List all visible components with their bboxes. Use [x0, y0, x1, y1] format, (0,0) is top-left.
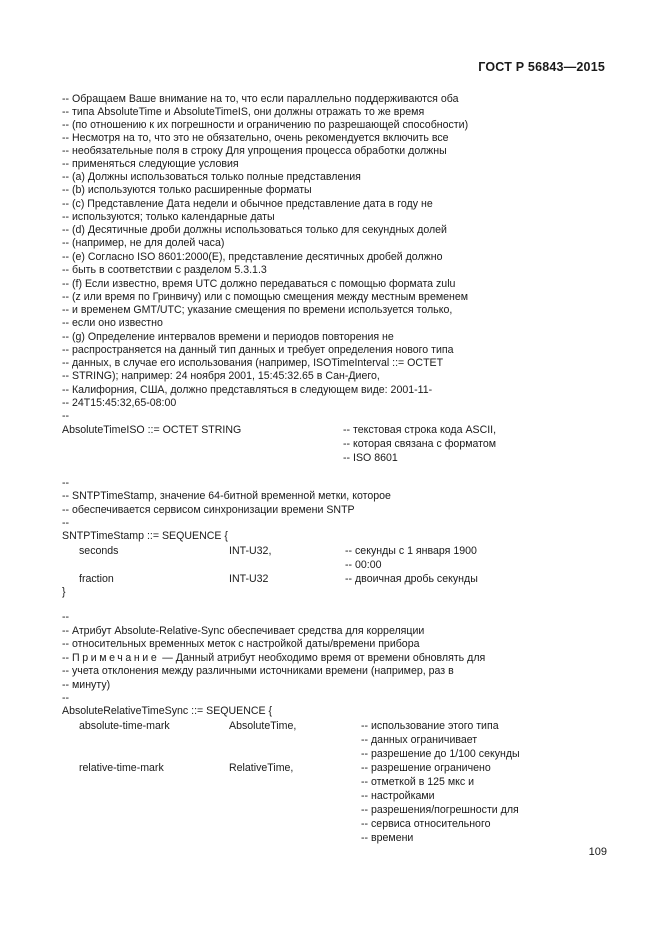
iso-type-definition: AbsoluteTimeISO ::= OCTET STRING — [62, 424, 242, 436]
comment-line: -- Атрибут Absolute-Relative-Sync обеспечивает средства для корреляции — [62, 625, 425, 637]
comment-line: -- (z или время по Гринвичу) или с помощью смещения между местным временем — [62, 291, 469, 303]
comment-line: -- (a) Должны использоваться только полные представления — [62, 171, 361, 183]
note-text: — Данный атрибут необходимо время от времени обновлять для — [159, 652, 486, 664]
field-comment: -- разрешение до 1/100 секунды — [361, 748, 520, 760]
comment-line: -- (b) используются только расширенные форматы — [62, 184, 312, 196]
field-type: INT-U32, — [229, 545, 272, 557]
field-comment: -- секунды с 1 января 1900 — [345, 545, 477, 557]
comment-line: -- распространяется на данный тип данных и требует определения нового типа — [62, 344, 454, 356]
field-comment: -- отметкой в 125 мкс и — [361, 776, 475, 788]
iso-comment: -- текстовая строка кода ASCII, — [343, 424, 497, 436]
sync-struct-open: AbsoluteRelativeTimeSync ::= SEQUENCE { — [62, 705, 273, 717]
field-name: seconds — [79, 545, 119, 557]
comment-line: -- SNTPTimeStamp, значение 64-битной временной метки, которое — [62, 490, 391, 502]
field-type: INT-U32 — [229, 573, 269, 585]
page-number: 109 — [588, 846, 607, 858]
comment-line: -- необязательные поля в строку Для упрощения процесса обработки должны — [62, 145, 447, 157]
comment-line: -- (e) Согласно ISO 8601:2000(E), представление десятичных дробей должно — [62, 251, 443, 263]
field-comment: -- настройками — [361, 790, 435, 802]
comment-line: -- (c) Представление Дата недели и обычное представление дата в году не — [62, 198, 433, 210]
comment-line: -- (g) Определение интервалов времени и периодов повторения не — [62, 331, 394, 343]
sntp-struct-open: SNTPTimeStamp ::= SEQUENCE { — [62, 530, 228, 542]
comment-line: -- Обращаем Ваше внимание на то, что если параллельно поддерживаются оба — [62, 93, 459, 105]
note-line — [62, 652, 485, 665]
field-comment: -- использование этого типа — [361, 720, 499, 732]
field-comment: -- сервиса относительного — [361, 818, 491, 830]
comment-line: -- используются; только календарные даты — [62, 211, 275, 223]
comment-line: -- (d) Десятичные дроби должны использоваться только для секундных долей — [62, 224, 447, 236]
field-name: relative-time-mark — [79, 762, 164, 774]
iso-comment: -- ISO 8601 — [343, 452, 398, 464]
standard-header: ГОСТ Р 56843—2015 — [478, 60, 605, 74]
comment-line: -- относительных временных меток с настройкой даты/времени прибора — [62, 638, 420, 650]
comment-line: -- применяться следующие условия — [62, 158, 239, 170]
comment-line: -- если оно известно — [62, 317, 163, 329]
comment-line: -- минуту) — [62, 679, 111, 691]
comment-line: -- Несмотря на то, что это не обязательно, очень рекомендуется включить все — [62, 132, 449, 144]
comment-line: -- 24T15:45:32,65-08:00 — [62, 397, 177, 409]
comment-line: -- — [62, 410, 70, 422]
iso-comment: -- которая связана с форматом — [343, 438, 497, 450]
field-type: RelativeTime, — [229, 762, 294, 774]
comment-line: -- — [62, 692, 70, 704]
field-comment: -- времени — [361, 832, 414, 844]
comment-line: -- Калифорния, США, должно представляться в следующем виде: 2001-11- — [62, 384, 433, 396]
field-comment: -- разрешения/погрешности для — [361, 804, 519, 816]
field-comment: -- 00:00 — [345, 559, 382, 571]
comment-line: -- STRING); например: 24 ноября 2001, 15:45:32.65 в Сан-Диего, — [62, 370, 380, 382]
comment-line: -- (по отношению к их погрешности и ограничению по разрешающей способности) — [62, 119, 469, 131]
comment-line: -- и временем GMT/UTC; указание смещения по времени используется только, — [62, 304, 453, 316]
note-label: Примечание — [72, 652, 160, 664]
field-name: absolute-time-mark — [79, 720, 170, 732]
field-comment: -- данных ограничивает — [361, 734, 478, 746]
comment-line: -- — [62, 611, 70, 623]
comment-line: -- — [62, 517, 70, 529]
field-comment: -- двоичная дробь секунды — [345, 573, 478, 585]
field-type: AbsoluteTime, — [229, 720, 297, 732]
comment-line: -- типа AbsoluteTime и AbsoluteTimeIS, они должны отражать то же время — [62, 106, 425, 118]
sntp-struct-close: } — [62, 586, 66, 598]
note-prefix: -- — [62, 652, 72, 664]
field-comment: -- разрешение ограничено — [361, 762, 491, 774]
comment-line: -- данных, в случае его использования (например, ISOTimeInterval ::= OCTET — [62, 357, 444, 369]
comment-line: -- быть в соответствии с разделом 5.3.1.3 — [62, 264, 267, 276]
comment-line: -- (f) Если известно, время UTC должно передаваться с помощью формата zulu — [62, 278, 456, 290]
comment-line: -- — [62, 477, 70, 489]
comment-line: -- учета отклонения между различными источниками времени (например, раз в — [62, 665, 454, 677]
comment-line: -- (например, не для долей часа) — [62, 237, 225, 249]
comment-line: -- обеспечивается сервисом синхронизации времени SNTP — [62, 504, 355, 516]
field-name: fraction — [79, 573, 114, 585]
